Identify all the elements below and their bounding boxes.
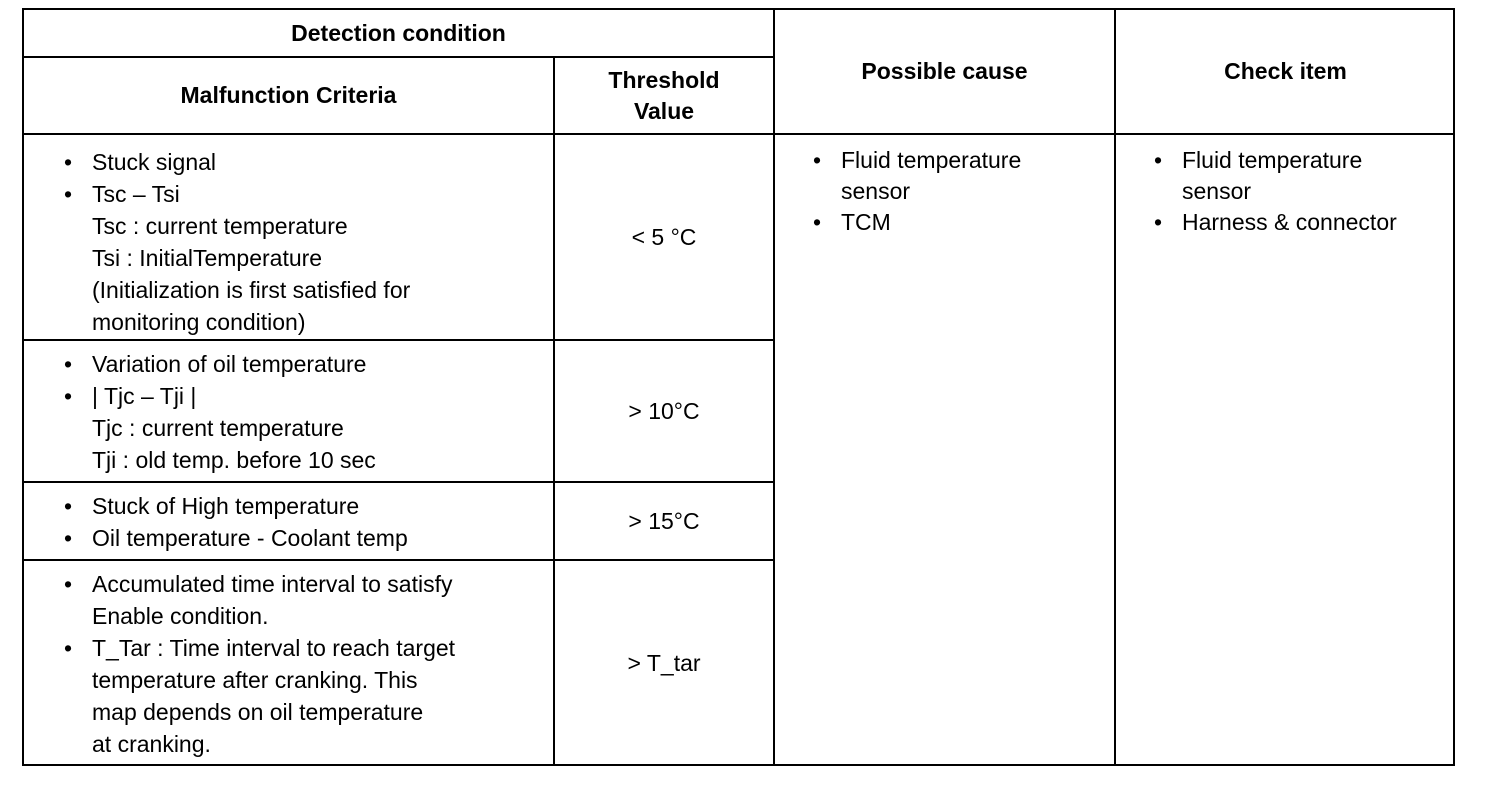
threshold-text: > T_tar [627, 650, 701, 676]
bullet-icon: • [64, 351, 73, 377]
cause-text: Fluid temperature [841, 147, 1022, 173]
bullet-icon: • [64, 525, 73, 551]
header-check-item [1114, 8, 1455, 133]
header-threshold-line1: Threshold [608, 66, 720, 93]
header-malfunction-criteria-text: Malfunction Criteria [180, 82, 397, 108]
criteria-text: Tsc : current temperature [92, 213, 348, 239]
criteria-row-1 [22, 133, 553, 339]
criteria-text: Tsc – Tsi [92, 181, 180, 207]
cause-text: sensor [841, 178, 911, 204]
bullet-icon: • [813, 209, 822, 235]
list-item [62, 522, 543, 554]
header-threshold-value [553, 56, 773, 133]
criteria-text: T_Tar : Time interval to reach target [92, 635, 456, 661]
bullet-icon: • [1154, 209, 1163, 235]
list-item [62, 178, 543, 210]
bullet-icon: • [64, 181, 73, 207]
threshold-row-4 [553, 559, 773, 766]
check-text: Fluid temperature [1182, 147, 1363, 173]
criteria-text: temperature after cranking. This [92, 667, 418, 693]
list-item [62, 632, 543, 760]
criteria-text: Stuck signal [92, 149, 217, 175]
criteria-row-3 [22, 481, 553, 559]
bullet-icon: • [1154, 147, 1163, 173]
bullet-icon: • [813, 147, 822, 173]
bullet-icon: • [64, 493, 73, 519]
criteria-text: Tsi : InitialTemperature [92, 245, 323, 271]
possible-cause-list [773, 133, 1114, 766]
threshold-text: > 15°C [628, 507, 700, 534]
criteria-row-2 [22, 339, 553, 481]
check-item-list [1114, 133, 1455, 766]
criteria-text: at cranking. [92, 731, 211, 757]
check-text: sensor [1182, 178, 1252, 204]
bullet-icon: • [64, 635, 73, 661]
threshold-row-3 [553, 481, 773, 559]
list-item [62, 348, 543, 380]
check-text: Harness & connector [1182, 209, 1397, 235]
bullet-icon: • [64, 383, 73, 409]
criteria-text: Oil temperature - Coolant temp [92, 525, 408, 551]
threshold-text: > 10°C [628, 397, 700, 424]
list-item [811, 145, 1104, 207]
list-item [62, 146, 543, 178]
header-detection-condition-text: Detection condition [291, 19, 506, 46]
list-item [62, 568, 543, 632]
header-threshold-line2: Value [633, 97, 695, 124]
criteria-text: monitoring condition) [92, 309, 306, 335]
header-detection-condition [22, 8, 773, 56]
diagnosis-table [22, 8, 1455, 766]
criteria-text: | Tjc – Tji | [92, 383, 197, 409]
criteria-text: (Initialization is first satisfied for [92, 277, 411, 303]
bullet-icon: • [64, 571, 73, 597]
criteria-text: Enable condition. [92, 603, 269, 629]
cause-text: TCM [841, 209, 891, 235]
criteria-text: Stuck of High temperature [92, 493, 360, 519]
list-item [1152, 207, 1445, 238]
criteria-text: map depends on oil temperature [92, 699, 424, 725]
threshold-row-1 [553, 133, 773, 339]
criteria-row-4 [22, 559, 553, 766]
threshold-row-2 [553, 339, 773, 481]
header-check-item-text: Check item [1224, 58, 1347, 84]
criteria-text: Variation of oil temperature [92, 351, 367, 377]
list-item [1152, 145, 1445, 207]
header-possible-cause-text: Possible cause [861, 58, 1028, 84]
criteria-text: Tjc : current temperature [92, 415, 344, 441]
threshold-text: < 5 °C [631, 223, 697, 250]
bullet-icon: • [64, 149, 73, 175]
criteria-text: Accumulated time interval to satisfy [92, 571, 453, 597]
header-possible-cause [773, 8, 1114, 133]
criteria-text: Tji : old temp. before 10 sec [92, 447, 376, 473]
list-item [62, 490, 543, 522]
list-item [62, 380, 543, 412]
list-item [811, 207, 1104, 238]
header-malfunction-criteria [22, 56, 553, 133]
